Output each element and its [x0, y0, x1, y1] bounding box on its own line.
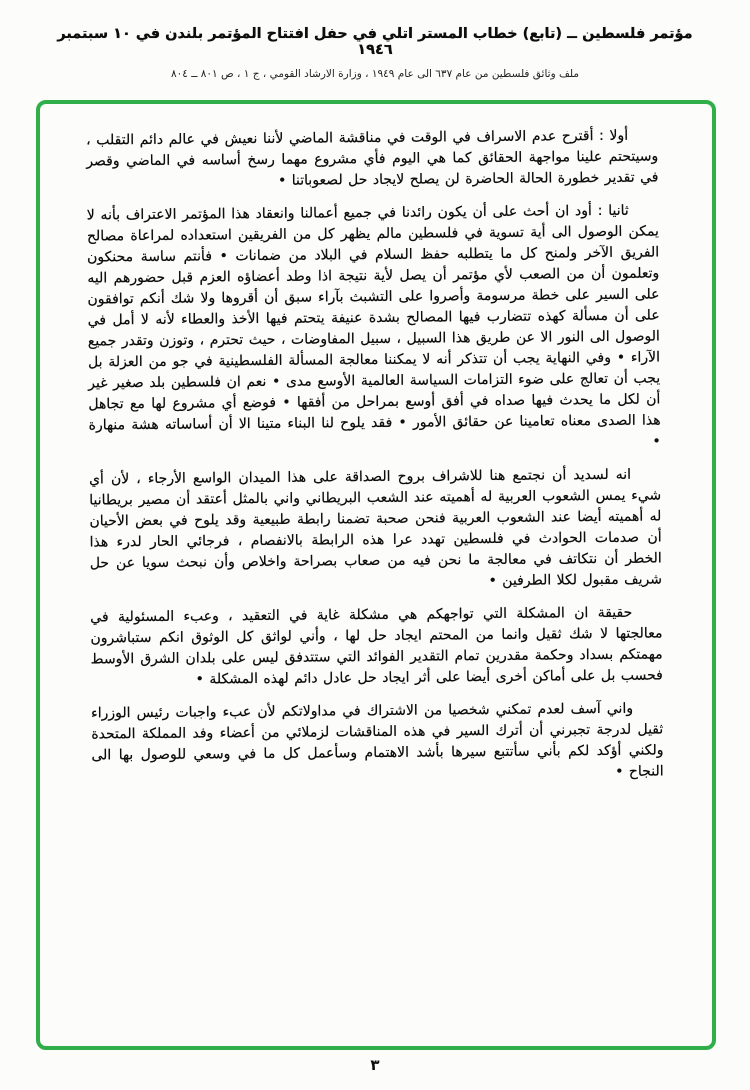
document-source-citation: ملف وثائق فلسطين من عام ٦٣٧ الى عام ١٩٤٩ ، وزارة الارشاد القومي ، ج ١ ، ص ٨٠١ ــ ٨٠٤ — [171, 68, 579, 80]
page-header — [0, 26, 750, 80]
document-body — [86, 126, 664, 800]
paragraph-fifth: واني آسف لعدم تمكني شخصيا من الاشتراك في مداولاتكم لأن عبء واجبات رئيس الوزراء ثقيل لدرجة تجبرني أن أترك السير في هذه المناقشات لزملائي من أعضاء وفد المملكة المتحدة ولكني أؤكد لكم بأني سأتتبع سيرها بأشد الاهتمام وسأعمل كل ما في وسعي للوصول بها الى النجاح • — [91, 700, 664, 780]
document-title: مؤتمر فلسطين ــ (تابع) خطاب المستر اتلي في حفل افتتاح المؤتمر بلندن في ١٠ سبتمبر ١٩٤٦ — [57, 26, 693, 58]
paragraph-fourth: حقيقة ان المشكلة التي تواجهكم هي مشكلة غاية في التعقيد ، وعبء المسئولية في معالجتها لا شك ثقيل وانما من المحتم ايجاد حل لها ، وأني لواثق كل الوثوق انكم ستباشرون مهمتكم بسداد وحكمة مقدرين تمام التقدير الفوائد التي ستتدفق ليس على بلدان الشرق الأوسط فحسب بل على أماكن أخرى أيضا على أثر ايجاد حل عادل دائم لهذه المشكلة • — [90, 604, 663, 688]
paragraph-first: أولا : أقترح عدم الاسراف في الوقت في مناقشة الماضي لأننا نعيش في عالم دائم التقلب ، وسيتحتم علينا مواجهة الحقائق كما هي اليوم فأي مشروع مهما رسخ أساسه في الماضي وقصر في تقدير خطورة الحالة الحاضرة لن يصلح لايجاد حل لصعوباتنا • — [86, 127, 659, 189]
paragraph-second: ثانيا : أود ان أحث على أن يكون رائدنا في جميع أعمالنا وانعقاد هذا المؤتمر الاعتراف بأنه لا يمكن الوصول الى أية تسوية في فلسطين مالم يظهر كل من الفريقين استعداده لمراعاة مصالح الفريق الآخر ولمنح كل ما يتطلبه حفظ السلام في البلاد من ضمانات • فأنتم ساسة محنكون وتعلمون أن من الصعب لأي مؤتمر أن يصل لأية نتيجة اذا وطد أعضاؤه العزم قبل حضورهم اليه على السير على خطة مرسومة وأصروا على التشبث بآراء سبق أن أقروها ولا شك أنكم توافقون على أن مسألة كهذه تتضارب فيها المصالح بشدة عنيفة يتحتم فيها الأخذ والعطاء لأنه لا أمل في الوصول الى النور الا عن طريق هذا السبيل ، سبيل المفاوضات ، حيث تحترم ، وتوزن وتقدر جميع الآراء • وفي النهاية يجب أن تتذكر أنه لا يمكننا معالجة المسألة الفلسطينية في جو من العزلة بل يجب أن تعالج على ضوء التزامات السياسة العالمية الأوسع مدى • نعم ان فلسطين بلد صغير غير أن لكل ما يحدث فيها صداه في أفق أوسع بمراحل من أفقها • فوضع أي مشروع لها مع تجاهل هذا الصدى معناه تعامينا عن حقائق الأمور • فقد يلوح لنا البناء متينا الا أن أساساته هشة منهارة • — [86, 202, 661, 450]
paragraph-third: انه لسديد أن نجتمع هنا للاشراف بروح الصداقة على هذا الميدان الواسع الأرجاء ، لأن أي شيء يمس الشعوب العربية له أهميته عند الشعب البريطاني واني بالمثل أعتقد أن مصير بريطانيا له أهميته أيضا عند الشعوب العربية فنحن صحبة تضمنا رابطة طبيعية وقد يلوح في بعض الأحيان أن صدمات الحوادث في فلسطين تهدد عرا هذه الرابطة بالانفصام ، فرجائي الحار لدرء هذا الخطر أن نتكاتف في معالجة ما نحن فيه من صعاب بصراحة واخلاص وأن نبحث سويا عن حل شريف مقبول لكلا الطرفين • — [88, 466, 663, 589]
page-number: ٣ — [370, 1056, 380, 1074]
